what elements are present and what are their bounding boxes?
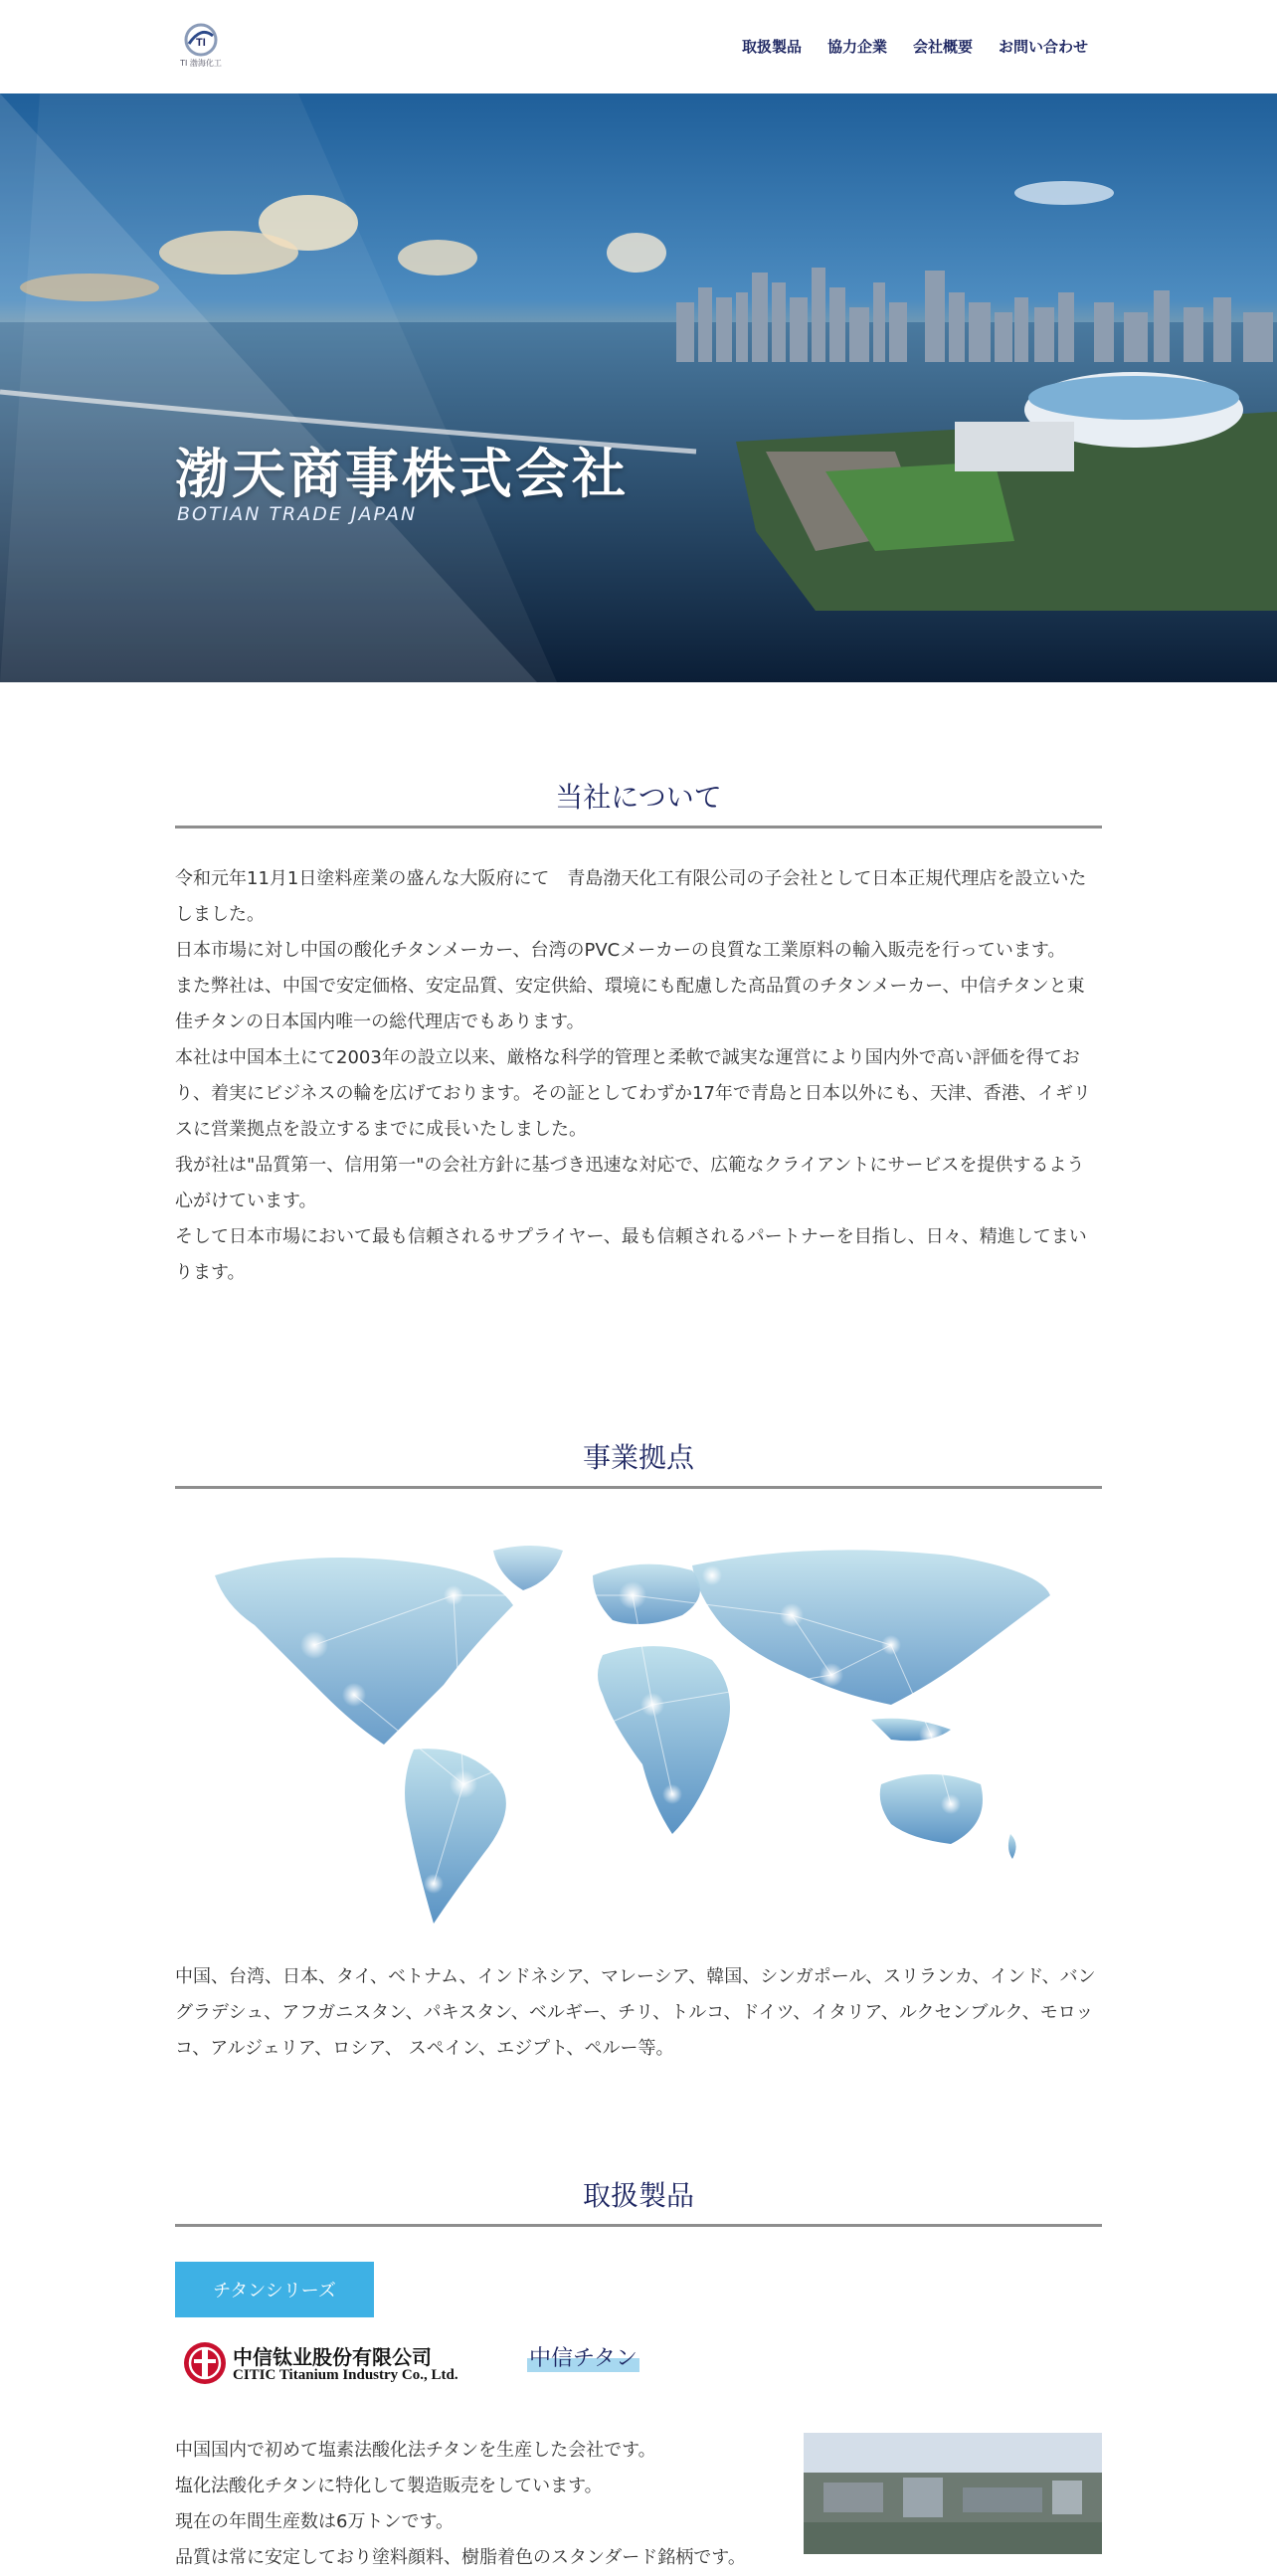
product-description <box>175 2433 772 2576</box>
products-title: 取扱製品 <box>582 2179 694 2212</box>
svg-text:TI: TI <box>196 37 206 49</box>
citic-logo-english: CITIC Titanium Industry Co., Ltd. <box>233 2367 458 2383</box>
bases-title: 事業拠点 <box>582 1441 694 1474</box>
nav-products[interactable]: 取扱製品 <box>741 38 802 56</box>
hero-subtitle: BOTIAN TRADE JAPAN <box>177 503 418 525</box>
about-paragraph: そして日本市場において最も信頼されるサプライヤー、最も信頼されるパートナーを目指し、日々、精進してまいります。 <box>175 1226 1087 1283</box>
factory-photo <box>804 2433 1102 2554</box>
factory-image <box>804 2433 1102 2554</box>
about-paragraph: 令和元年11月1日塗料産業の盛んな大阪府にて 青島渤天化工有限公司の子会社として日本正規代理店を設立いたしました。 <box>175 868 1087 925</box>
hero-banner <box>0 93 1277 682</box>
bases-countries: 中国、台湾、日本、タイ、ベトナム、インドネシア、マレーシア、韓国、シンガポール、スリランカ、インド、バングラデシュ、アフガニスタン、パキスタン、ベルギー、チリ、トルコ、ドイツ、イタリア、ルクセンブルク、モロッコ、アルジェリア、ロシア、 スペイン、エジプト、ペルー等。 <box>175 1966 1096 2059</box>
about-divider <box>175 826 1102 828</box>
citic-logo-chinese: 中信钛业股份有限公司 <box>233 2345 432 2369</box>
main-nav <box>716 36 1088 57</box>
world-map-image <box>195 1536 1070 1933</box>
about-paragraph: 我が社は"品質第一、信用第一"の会社方針に基づき迅速な対応で、広範なクライアントにサービスを提供するよう心がけています。 <box>175 1155 1085 1211</box>
about-paragraph: また弊社は、中国で安定価格、安定品質、安定供給、環境にも配慮した高品質のチタンメーカー、中信チタンと東佳チタンの日本国内唯一の総代理店でもあります。 <box>175 976 1085 1032</box>
nav-company[interactable]: 会社概要 <box>912 38 973 56</box>
world-map-icon <box>195 1536 1070 1933</box>
logo-mark-icon <box>179 22 223 58</box>
product-name: 中信チタン <box>527 2341 639 2372</box>
nav-contact[interactable]: お問い合わせ <box>998 38 1088 56</box>
product-description-line: 塩化法酸化チタンに特化して製造販売をしています。 <box>175 2476 603 2496</box>
city-skyline-image <box>0 93 1277 682</box>
titanium-series-tab[interactable]: チタンシリーズ <box>175 2262 374 2317</box>
about-paragraph: 日本市場に対し中国の酸化チタンメーカー、台湾のPVCメーカーの良質な工業原料の輸入販売を行っています。 <box>175 940 1066 961</box>
citic-emblem-icon <box>181 2337 229 2389</box>
products-divider <box>175 2224 1102 2227</box>
product-description-line: 中国国内で初めて塩素法酸化法チタンを生産した会社です。 <box>175 2440 656 2461</box>
logo-text: TI 渤海化工 <box>180 59 222 68</box>
bases-divider <box>175 1486 1102 1489</box>
about-title: 当社について <box>555 781 722 814</box>
about-paragraph: 本社は中国本土にて2003年の設立以来、厳格な科学的管理と柔軟で誠実な運営により国内外で高い評価を得ており、着実にビジネスの輪を広げております。その証としてわずか17年で青島と日本以外にも、天津、香港、イギリスに営業拠点を設立するまでに成長いたしました。 <box>175 1047 1091 1140</box>
site-header <box>0 0 1277 94</box>
nav-partners[interactable]: 協力企業 <box>826 38 887 56</box>
hero-title: 渤天商事株式会社 <box>175 443 629 505</box>
product-description-line: 現在の年間生産数は6万トンです。 <box>175 2511 455 2532</box>
about-text <box>175 861 1102 1291</box>
company-logo[interactable] <box>179 22 223 72</box>
product-description-line: 品質は常に安定しており塗料顔料、樹脂着色のスタンダード銘柄です。 <box>175 2547 746 2568</box>
